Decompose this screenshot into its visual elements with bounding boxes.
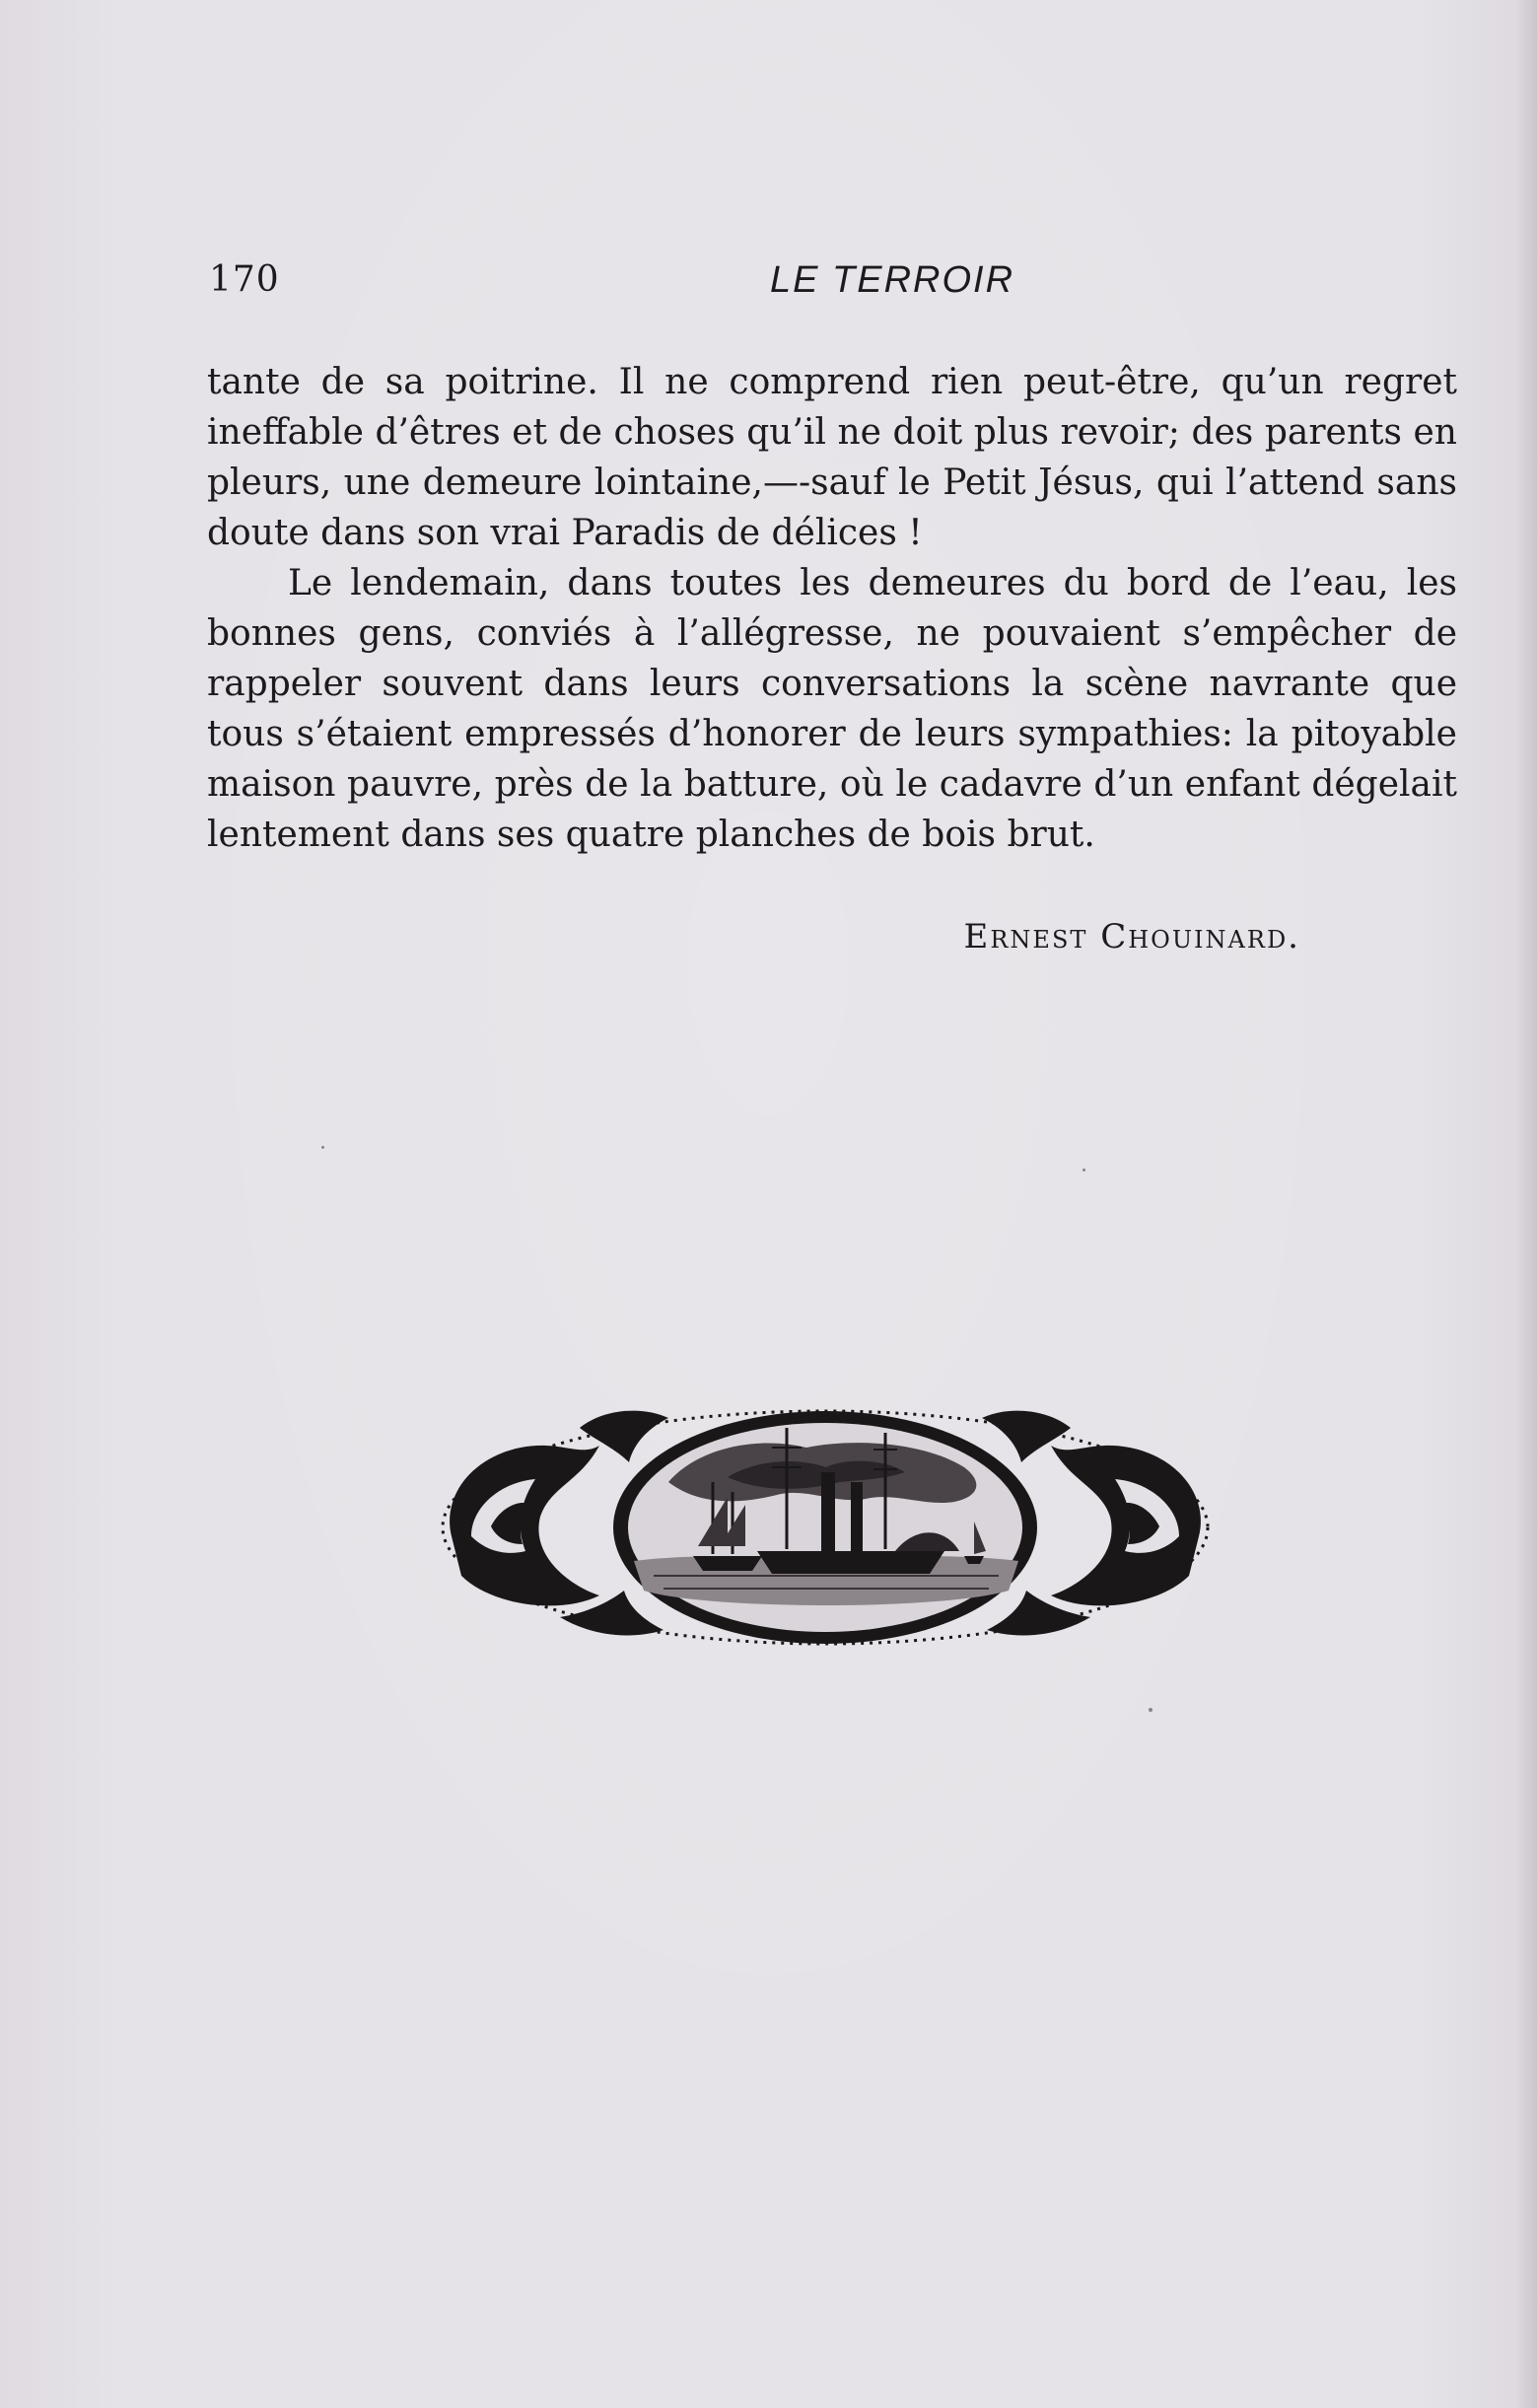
author-signature: Ernest Chouinard. — [963, 917, 1300, 956]
ship-vignette-ornament — [432, 1388, 1219, 1666]
journal-title: LE TERROIR — [769, 259, 1015, 301]
paragraph-continued: tante de sa poitrine. Il ne comprend rien peut-être, qu’un regret ineffable d’êtres et de choses qu’il ne doit plus revoir; des parents en pleurs, une demeure lointaine,—-sauf le Petit Jésus, qui l’attend sans doute dans son vrai Paradis de délices ! — [207, 362, 1457, 553]
body-text — [207, 357, 1457, 860]
paper-speck — [1149, 1708, 1153, 1712]
page-number: 170 — [209, 259, 280, 300]
ship-vignette-icon — [432, 1388, 1219, 1666]
paper-speck — [1083, 1169, 1085, 1171]
running-head — [209, 254, 1457, 306]
page-edge-shadow — [1515, 0, 1537, 2408]
paragraph: Le lendemain, dans toutes les demeures du bord de l’eau, les bonnes gens, conviés à l’allégresse, ne pouvaient s’empêcher de rappeler souvent dans leurs conversations la scène navrante que tous s’étaient empressés d’honorer de leurs sympathies: la pitoyable maison pauvre, près de la batture, où le cadavre d’un enfant dégelait lentement dans ses quatre planches de bois brut. — [207, 563, 1457, 855]
paper-speck — [321, 1146, 324, 1149]
